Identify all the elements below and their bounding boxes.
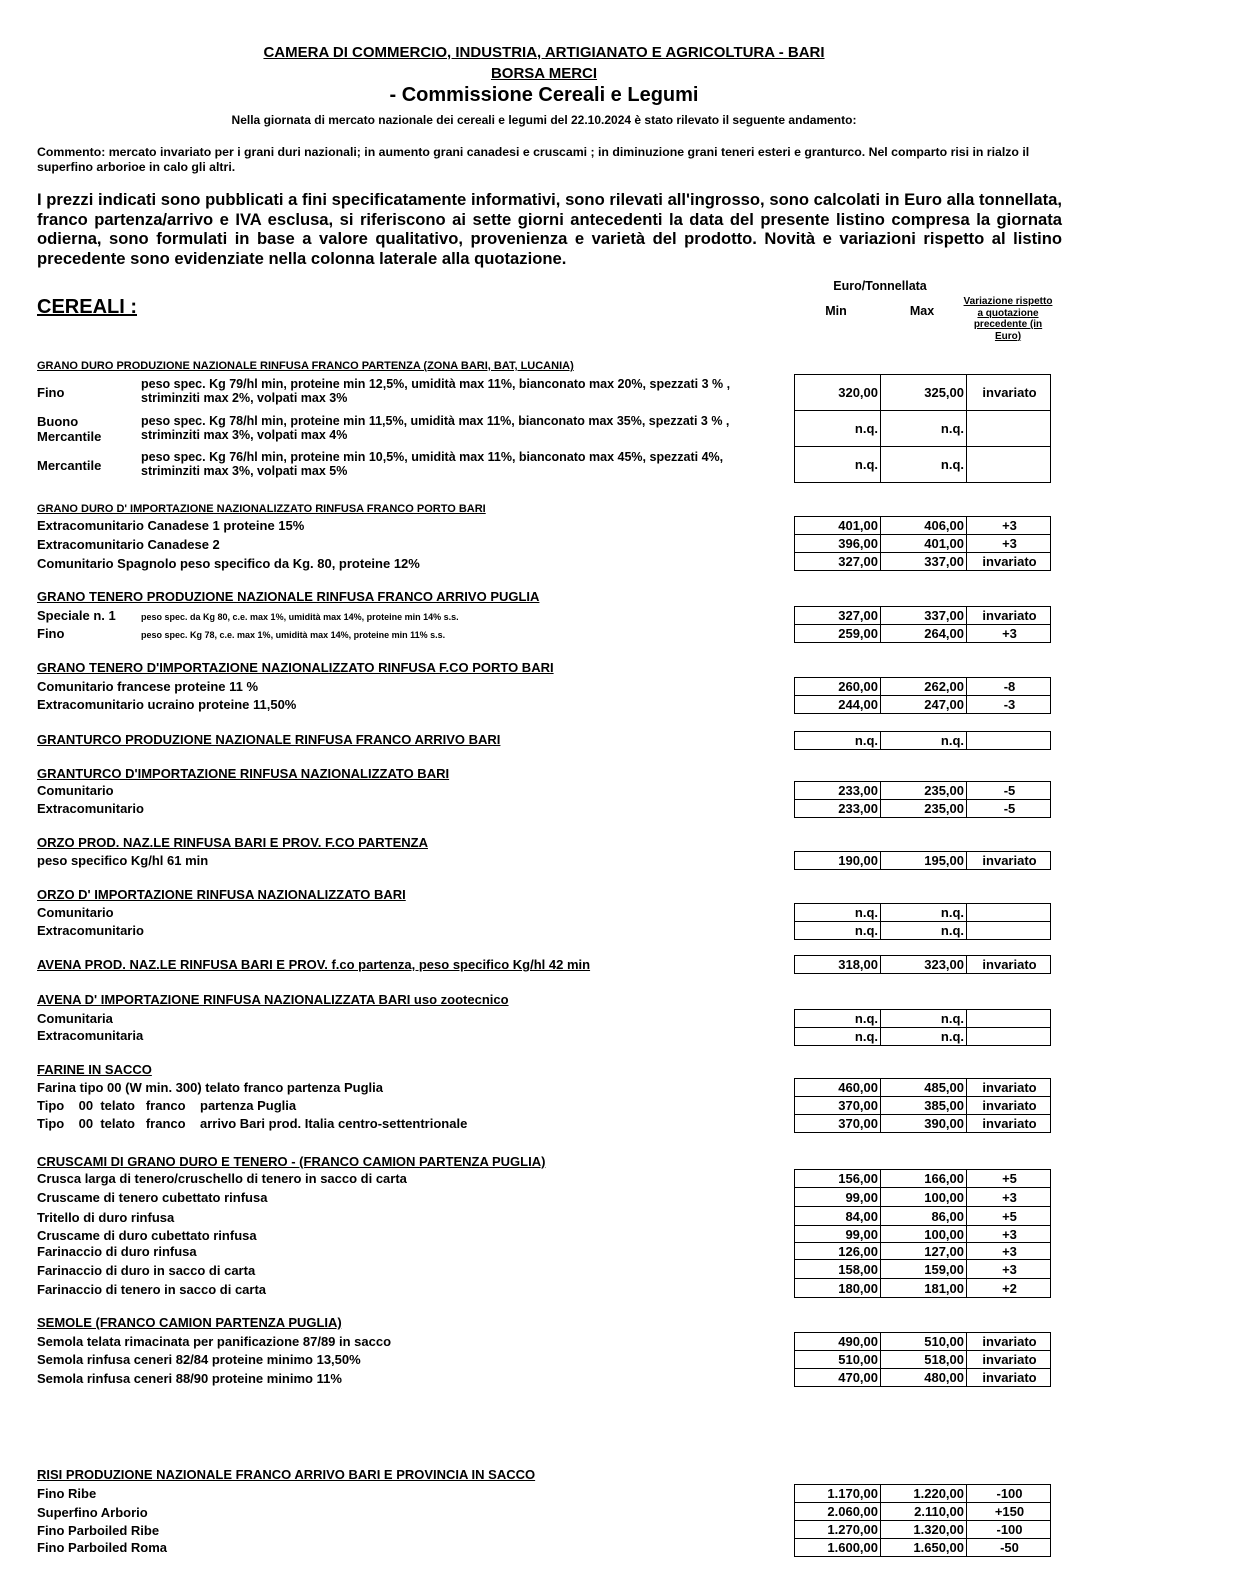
- row-description: peso spec. Kg 78, c.e. max 1%, umidità max 14%, proteine min 11% s.s.: [141, 630, 446, 640]
- section-title: CRUSCAMI DI GRANO DURO E TENERO - (FRANCO CAMION PARTENZA PUGLIA): [37, 1154, 546, 1169]
- price-variation: [967, 1010, 1052, 1027]
- price-variation: +3: [1002, 518, 1017, 533]
- max-price: 100,00: [881, 1188, 967, 1206]
- price-variation: +3: [1002, 1243, 1017, 1259]
- min-price: 370,00: [795, 1115, 881, 1132]
- max-price: 159,00: [881, 1260, 967, 1278]
- price-variation: +3: [1002, 1189, 1017, 1205]
- min-price: 126,00: [795, 1243, 881, 1259]
- price-variation: invariato: [982, 957, 1037, 972]
- min-price: 1.170,00: [795, 1485, 881, 1502]
- min-price: n.q.: [795, 1010, 881, 1027]
- price-variation: [967, 1028, 1052, 1045]
- price-variation: +3: [1002, 626, 1017, 641]
- max-header: Max: [909, 304, 935, 318]
- row-label: Cruscame di tenero cubettato rinfusa: [37, 1190, 268, 1205]
- price-row: [794, 624, 1051, 643]
- price-row: [794, 695, 1051, 714]
- min-price: 99,00: [795, 1188, 881, 1206]
- max-price: n.q.: [881, 922, 967, 939]
- min-price: 244,00: [795, 696, 881, 713]
- min-price: 233,00: [795, 800, 881, 817]
- row-label: Fino: [37, 626, 65, 641]
- price-variation: +5: [1002, 1208, 1017, 1224]
- price-variation: [967, 904, 1052, 921]
- price-variation: invariato: [982, 385, 1037, 400]
- section-title: ORZO D' IMPORTAZIONE RINFUSA NAZIONALIZZATO BARI: [37, 887, 406, 902]
- price-row: [794, 1225, 1051, 1243]
- section-title: GRANTURCO PRODUZIONE NAZIONALE RINFUSA FRANCO ARRIVO BARI: [37, 732, 501, 747]
- price-variation: +3: [1002, 536, 1017, 551]
- price-variation: +5: [1002, 1171, 1017, 1186]
- price-row: [794, 534, 1051, 553]
- row-label: Farinaccio di duro in sacco di carta: [37, 1263, 256, 1278]
- price-row: [794, 1009, 1051, 1028]
- price-row: [794, 731, 1051, 750]
- price-row: [794, 1242, 1051, 1260]
- section-title: GRANTURCO D'IMPORTAZIONE RINFUSA NAZIONALIZZATO BARI: [37, 766, 450, 781]
- price-table: [794, 731, 1051, 750]
- min-price: 259,00: [795, 625, 881, 642]
- price-variation: -8: [1003, 679, 1016, 694]
- max-price: n.q.: [881, 411, 967, 446]
- min-price: 318,00: [795, 956, 881, 973]
- max-price: 1.220,00: [881, 1485, 967, 1502]
- min-price: 1.600,00: [795, 1539, 881, 1556]
- max-price: 262,00: [881, 678, 967, 695]
- row-label: Comunitario francese proteine 11 %: [37, 679, 259, 694]
- max-price: n.q.: [881, 1028, 967, 1045]
- section-title: GRANO DURO D' IMPORTAZIONE NAZIONALIZZATO RINFUSA FRANCO PORTO BARI: [37, 503, 486, 515]
- row-label: Farinaccio di tenero in sacco di carta: [37, 1282, 267, 1297]
- commission-title: - Commissione Cereali e Legumi: [389, 84, 699, 106]
- price-row: [794, 903, 1051, 922]
- price-table: [794, 677, 1051, 714]
- row-label: Semola rinfusa ceneri 82/84 proteine minimo 13,50%: [37, 1352, 361, 1367]
- price-variation: +3: [1002, 1226, 1017, 1242]
- row-label: Fino Parboiled Roma: [37, 1540, 168, 1555]
- min-price: n.q.: [795, 904, 881, 921]
- price-variation: +150: [994, 1504, 1025, 1519]
- price-variation: -50: [1000, 1540, 1019, 1555]
- min-price: 156,00: [795, 1170, 881, 1187]
- price-variation: -100: [996, 1522, 1023, 1537]
- price-row: [794, 446, 1051, 483]
- max-price: 1.320,00: [881, 1521, 967, 1538]
- section-title: AVENA PROD. NAZ.LE RINFUSA BARI E PROV. f.co partenza, peso specifico Kg/hl 42 min: [37, 957, 591, 972]
- min-price: 84,00: [795, 1207, 881, 1225]
- price-row: [794, 1278, 1051, 1298]
- price-row: [794, 606, 1051, 625]
- row-label: Extracomunitario Canadese 1 proteine 15%: [37, 518, 305, 533]
- min-price: 1.270,00: [795, 1521, 881, 1538]
- row-label: Comunitario Spagnolo peso specifico da Kg. 80, proteine 12%: [37, 556, 420, 571]
- section-title: GRANO TENERO PRODUZIONE NAZIONALE RINFUSA FRANCO ARRIVO PUGLIA: [37, 589, 540, 604]
- price-row: [794, 1259, 1051, 1279]
- price-variation: invariato: [982, 1334, 1037, 1349]
- row-description: peso spec. Kg 78/hl min, proteine min 11,5%, umidità max 11%, bianconato max 35%, spezzati 3 % , striminziti max 3%, volpati max 4%: [141, 414, 730, 442]
- price-row: [794, 1078, 1051, 1097]
- row-label: Comunitario: [37, 905, 114, 920]
- row-label: Extracomunitario Canadese 2: [37, 537, 220, 552]
- section-title: FARINE IN SACCO: [37, 1062, 152, 1077]
- max-price: n.q.: [881, 904, 967, 921]
- max-price: 480,00: [881, 1369, 967, 1386]
- section-title: ORZO PROD. NAZ.LE RINFUSA BARI E PROV. F.CO PARTENZA: [37, 835, 428, 850]
- price-variation: invariato: [982, 554, 1037, 569]
- section-title: GRANO TENERO D'IMPORTAZIONE NAZIONALIZZATO RINFUSA F.CO PORTO BARI: [37, 660, 554, 675]
- price-variation: invariato: [982, 1080, 1037, 1095]
- row-label: Farinaccio di duro rinfusa: [37, 1244, 197, 1259]
- price-row: [794, 677, 1051, 696]
- price-row: [794, 1350, 1051, 1369]
- min-price: 190,00: [795, 852, 881, 869]
- max-price: 323,00: [881, 956, 967, 973]
- max-price: 401,00: [881, 535, 967, 552]
- max-price: 100,00: [881, 1226, 967, 1242]
- price-variation: invariato: [982, 1370, 1037, 1385]
- max-price: 247,00: [881, 696, 967, 713]
- price-row: [794, 552, 1051, 571]
- price-variation: [967, 447, 1052, 482]
- min-price: 370,00: [795, 1097, 881, 1114]
- max-price: 264,00: [881, 625, 967, 642]
- price-row: [794, 1114, 1051, 1133]
- row-label: Extracomunitaria: [37, 1028, 144, 1043]
- row-label: Fino Ribe: [37, 1486, 97, 1501]
- row-label: Superfino Arborio: [37, 1505, 148, 1520]
- price-table: [794, 1332, 1051, 1387]
- min-price: 327,00: [795, 607, 881, 624]
- price-row: [794, 1169, 1051, 1188]
- row-label: Comunitaria: [37, 1011, 113, 1026]
- price-row: [794, 799, 1051, 818]
- min-price: 460,00: [795, 1079, 881, 1096]
- min-price: n.q.: [795, 411, 881, 446]
- market-comment: Commento: mercato invariato per i grani duri nazionali; in aumento grani canadesi e cruscami ; in diminuzione grani teneri esteri e granturco. Nel comparto risi in rialzo il superfino arborioe in calo gli altri.: [37, 145, 1030, 174]
- section-title: GRANO DURO PRODUZIONE NAZIONALE RINFUSA FRANCO PARTENZA (ZONA BARI, BAT, LUCANIA): [37, 360, 574, 372]
- min-price: 470,00: [795, 1369, 881, 1386]
- price-row: [794, 1206, 1051, 1226]
- min-price: 320,00: [795, 375, 881, 410]
- disclaimer-text: I prezzi indicati sono pubblicati a fini specificatamente informativi, sono rilevati all'ingrosso, sono calcolati in Euro alla tonnellata, franco partenza/arrivo e IVA esclusa, si riferiscono ai sette giorni antecedenti la data del presente listino compresa la giornata odierna, sono formulati in base a valore qualitativo, provenienza e varietà del prodotto. Novità e variazioni rispetto al listino precedente sono evidenziate nella colonna laterale alla quotazione.: [37, 190, 1062, 268]
- min-price: 396,00: [795, 535, 881, 552]
- row-label: Semola rinfusa ceneri 88/90 proteine minimo 11%: [37, 1371, 342, 1386]
- max-price: n.q.: [881, 447, 967, 482]
- max-price: 385,00: [881, 1097, 967, 1114]
- price-variation: invariato: [982, 853, 1037, 868]
- price-row: [794, 1096, 1051, 1115]
- price-table: [794, 606, 1051, 643]
- min-price: 158,00: [795, 1260, 881, 1278]
- price-variation: invariato: [982, 1116, 1037, 1131]
- max-price: n.q.: [881, 732, 967, 749]
- max-price: 235,00: [881, 800, 967, 817]
- price-table: [794, 1078, 1051, 1133]
- section-title: SEMOLE (FRANCO CAMION PARTENZA PUGLIA): [37, 1315, 342, 1330]
- row-label: Cruscame di duro cubettato rinfusa: [37, 1228, 257, 1243]
- price-row: [794, 516, 1051, 535]
- row-label: Extracomunitario: [37, 801, 144, 816]
- price-row: [794, 1027, 1051, 1046]
- row-label: peso specifico Kg/hl 61 min: [37, 853, 209, 868]
- price-variation: -5: [1003, 801, 1016, 816]
- row-label: Extracomunitario: [37, 923, 144, 938]
- row-label: Speciale n. 1: [37, 608, 116, 623]
- row-label: Extracomunitario ucraino proteine 11,50%: [37, 697, 297, 712]
- price-table: [794, 516, 1051, 571]
- max-price: 337,00: [881, 553, 967, 570]
- price-row: [794, 1538, 1051, 1557]
- price-variation: [967, 732, 1052, 749]
- min-price: n.q.: [795, 447, 881, 482]
- max-price: 2.110,00: [881, 1503, 967, 1520]
- price-row: [794, 374, 1051, 411]
- min-price: 260,00: [795, 678, 881, 695]
- max-price: 337,00: [881, 607, 967, 624]
- price-table: [794, 903, 1051, 940]
- max-price: 86,00: [881, 1207, 967, 1225]
- price-variation: invariato: [982, 1098, 1037, 1113]
- min-price: 233,00: [795, 782, 881, 799]
- price-variation: -3: [1003, 697, 1016, 712]
- min-price: 2.060,00: [795, 1503, 881, 1520]
- price-variation: [967, 411, 1052, 446]
- price-variation: +3: [1002, 1261, 1017, 1277]
- price-row: [794, 781, 1051, 800]
- price-table: [794, 955, 1051, 974]
- variation-header: Variazione rispetto a quotazione precedente (in Euro): [963, 296, 1053, 342]
- min-price: n.q.: [795, 1028, 881, 1045]
- max-price: 127,00: [881, 1243, 967, 1259]
- max-price: 235,00: [881, 782, 967, 799]
- min-price: 99,00: [795, 1226, 881, 1242]
- max-price: 325,00: [881, 375, 967, 410]
- max-price: 518,00: [881, 1351, 967, 1368]
- section-title: RISI PRODUZIONE NAZIONALE FRANCO ARRIVO BARI E PROVINCIA IN SACCO: [37, 1467, 536, 1482]
- price-row: [794, 410, 1051, 447]
- max-price: 485,00: [881, 1079, 967, 1096]
- price-variation: -5: [1003, 783, 1016, 798]
- row-label: Fino: [37, 385, 65, 400]
- row-label: Mercantile: [37, 458, 102, 473]
- price-row: [794, 1520, 1051, 1539]
- price-table: [794, 374, 1051, 483]
- row-description: peso spec. Kg 79/hl min, proteine min 12,5%, umidità max 11%, bianconato max 20%, spezzati 3 % , striminziti max 2%, volpati max 3%: [141, 377, 731, 405]
- unit-header: Euro/Tonnellata: [833, 279, 927, 293]
- price-row: [794, 1187, 1051, 1207]
- row-label: Farina tipo 00 (W min. 300) telato franco partenza Puglia: [37, 1080, 384, 1095]
- price-variation: +2: [1002, 1280, 1017, 1296]
- min-price: n.q.: [795, 732, 881, 749]
- min-header: Min: [825, 304, 847, 318]
- price-table: [794, 1169, 1051, 1298]
- section-title: AVENA D' IMPORTAZIONE RINFUSA NAZIONALIZZATA BARI uso zootecnico: [37, 992, 509, 1007]
- price-variation: [967, 922, 1052, 939]
- max-price: 166,00: [881, 1170, 967, 1187]
- min-price: 490,00: [795, 1333, 881, 1350]
- price-variation: invariato: [982, 608, 1037, 623]
- row-label: Crusca larga di tenero/cruschello di tenero in sacco di carta: [37, 1171, 407, 1186]
- row-label: Semola telata rimacinata per panificazione 87/89 in sacco: [37, 1334, 392, 1349]
- price-row: [794, 1332, 1051, 1351]
- price-row: [794, 1502, 1051, 1521]
- max-price: 195,00: [881, 852, 967, 869]
- row-label: Tipo 00 telato franco partenza Puglia: [37, 1098, 297, 1113]
- max-price: 406,00: [881, 517, 967, 534]
- row-label: Buono Mercantile: [37, 414, 102, 444]
- min-price: 401,00: [795, 517, 881, 534]
- cereali-heading: CEREALI :: [37, 296, 137, 318]
- min-price: 327,00: [795, 553, 881, 570]
- chamber-title: CAMERA DI COMMERCIO, INDUSTRIA, ARTIGIANATO E AGRICOLTURA - BARI: [263, 44, 825, 61]
- price-table: [794, 781, 1051, 818]
- row-label: Fino Parboiled Ribe: [37, 1523, 160, 1538]
- price-table: [794, 851, 1051, 870]
- row-label: Tritello di duro rinfusa: [37, 1210, 175, 1225]
- max-price: n.q.: [881, 1010, 967, 1027]
- price-row: [794, 1368, 1051, 1387]
- price-variation: invariato: [982, 1352, 1037, 1367]
- borsa-merci-title: BORSA MERCI: [490, 65, 598, 82]
- max-price: 390,00: [881, 1115, 967, 1132]
- price-row: [794, 921, 1051, 940]
- price-table: [794, 1009, 1051, 1046]
- price-table: [794, 1484, 1051, 1557]
- row-description: peso spec. Kg 76/hl min, proteine min 10,5%, umidità max 11%, bianconato max 45%, spezzati 4%, striminziti max 3%, volpati max 5%: [141, 450, 724, 478]
- row-description: peso spec. da Kg 80, c.e. max 1%, umidità max 14%, proteine min 14% s.s.: [141, 612, 459, 622]
- min-price: n.q.: [795, 922, 881, 939]
- price-row: [794, 955, 1051, 974]
- price-variation: -100: [996, 1486, 1023, 1501]
- max-price: 1.650,00: [881, 1539, 967, 1556]
- intro-text: Nella giornata di mercato nazionale dei cereali e legumi del 22.10.2024 è stato rilevato il seguente andamento:: [231, 113, 857, 127]
- price-row: [794, 851, 1051, 870]
- row-label: Comunitario: [37, 783, 114, 798]
- max-price: 181,00: [881, 1279, 967, 1297]
- min-price: 180,00: [795, 1279, 881, 1297]
- min-price: 510,00: [795, 1351, 881, 1368]
- price-row: [794, 1484, 1051, 1503]
- row-label: Tipo 00 telato franco arrivo Bari prod. Italia centro-settentrionale: [37, 1116, 468, 1131]
- max-price: 510,00: [881, 1333, 967, 1350]
